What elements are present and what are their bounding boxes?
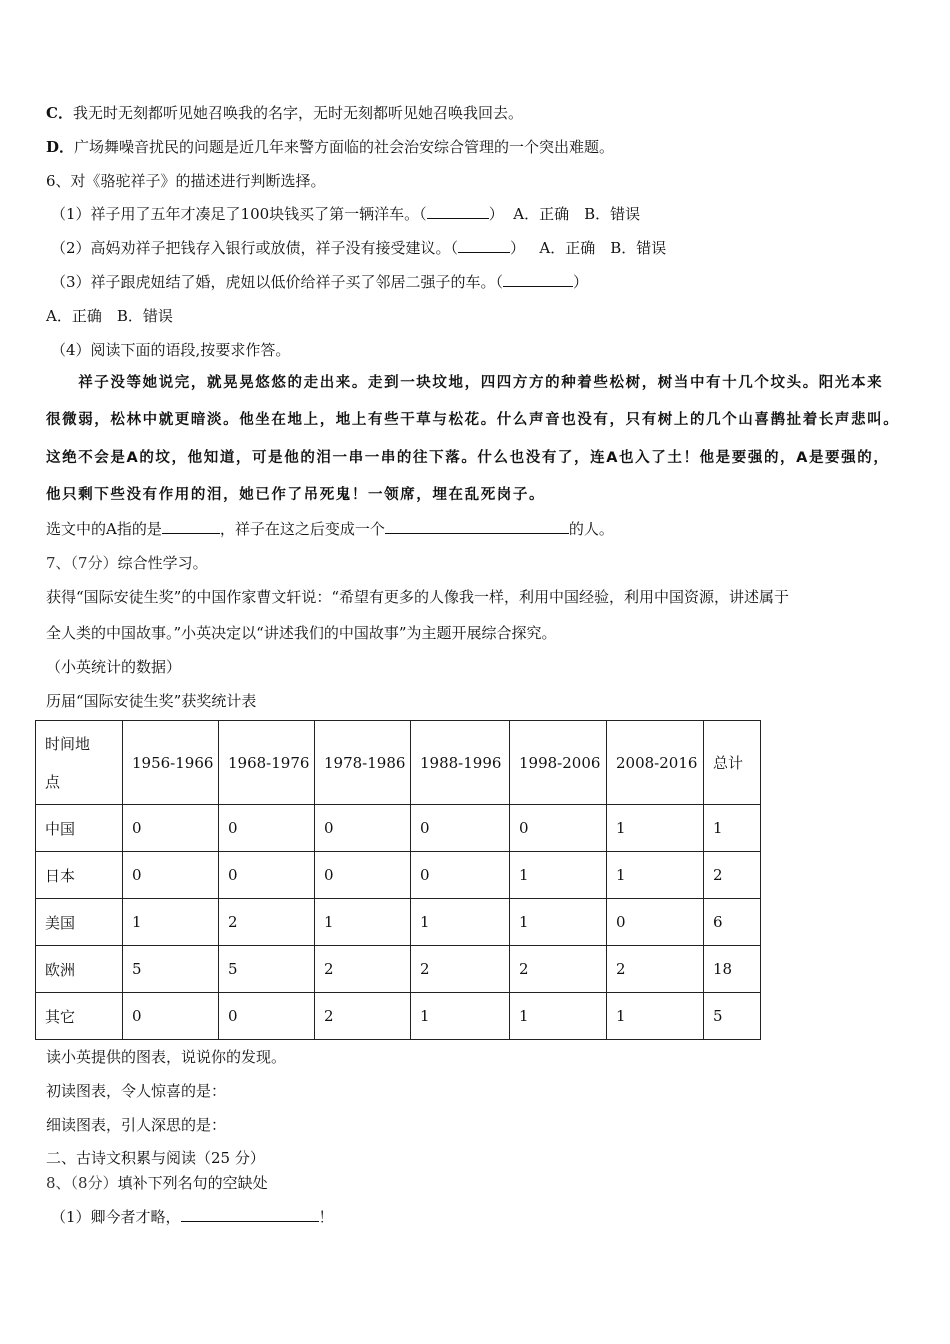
q6-4-question	[46, 519, 614, 539]
option-d-label: D．	[46, 138, 75, 156]
value-cell: 2	[607, 946, 704, 993]
value-cell: 5	[219, 946, 315, 993]
q6-item-3-close: ）	[573, 273, 589, 291]
total-cell: 6	[704, 899, 761, 946]
table-row	[36, 946, 761, 993]
header-corner-cell	[36, 721, 123, 805]
value-cell: 1	[607, 852, 704, 899]
region-cell: 美国	[36, 899, 123, 946]
total-cell: 1	[704, 805, 761, 852]
region-cell: 中国	[36, 805, 123, 852]
option-c-text: 我无时无刻都听见她召唤我的名字，无时无刻都听见她召唤我回去。	[72, 104, 523, 122]
value-cell: 1	[123, 899, 219, 946]
value-cell: 1	[510, 993, 607, 1040]
q6-item-1-text: （1）祥子用了五年才凑足了100块钱买了第一辆洋车。（	[51, 205, 427, 223]
table-row	[36, 899, 761, 946]
value-cell: 1	[411, 899, 510, 946]
q6-item-3-options: A．正确 B．错误	[46, 307, 173, 325]
passage-line-4: 他只剩下些没有作用的泪，她已作了吊死鬼！一领席，埋在乱死岗子。	[46, 487, 546, 503]
header-total: 总计	[704, 721, 761, 805]
q6-title: 6、对《骆驼祥子》的描述进行判断选择。	[46, 172, 326, 190]
region-cell: 日本	[36, 852, 123, 899]
q6-4-question-part1: 选文中的A指的是	[46, 520, 162, 538]
value-cell: 0	[123, 852, 219, 899]
q7-number: 7、（7分）	[46, 554, 118, 572]
q7-intro-line-2: 全人类的中国故事。”小英决定以“讲述我们的中国故事”为主题开展综合探究。	[46, 624, 557, 642]
option-c	[46, 103, 523, 123]
value-cell: 5	[123, 946, 219, 993]
value-cell: 0	[411, 805, 510, 852]
header-period: 2008-2016	[607, 721, 704, 805]
passage-line-3: 这绝不会是A的坟，他知道，可是他的泪一串一串的往下落。什么也没有了，连A也入了土！他是要强的，A是要强的，	[46, 450, 890, 466]
value-cell: 1	[411, 993, 510, 1040]
header-period: 1968-1976	[219, 721, 315, 805]
q6-item-2	[51, 238, 666, 258]
value-cell: 1	[315, 899, 411, 946]
value-cell: 0	[315, 852, 411, 899]
q7-title-text: 综合性学习。	[117, 554, 208, 572]
q7-first-reading: 初读图表，令人惊喜的是：	[46, 1082, 227, 1100]
header-period: 1988-1996	[411, 721, 510, 805]
header-corner-line-2: 点	[45, 772, 61, 791]
q6-item-2-text: （2）高妈劝祥子把钱存入银行或放债，祥子没有接受建议。（	[51, 239, 459, 257]
header-corner-line-1: 时间地	[45, 734, 91, 753]
q6-item-2-options: A．正确 B．错误	[539, 239, 667, 257]
table-row	[36, 993, 761, 1040]
section-2-heading: 二、古诗文积累与阅读（25 分）	[46, 1149, 265, 1167]
option-d-text: 广场舞噪音扰民的问题是近几年来警方面临的社会治安综合管理的一个突出难题。	[74, 138, 615, 156]
q6-4-question-part3: 的人。	[568, 520, 614, 538]
region-cell: 其它	[36, 993, 123, 1040]
value-cell: 0	[123, 993, 219, 1040]
total-cell: 5	[704, 993, 761, 1040]
header-period: 1978-1986	[315, 721, 411, 805]
value-cell: 0	[607, 899, 704, 946]
value-cell: 2	[315, 946, 411, 993]
table-header-row	[36, 721, 761, 805]
value-cell: 0	[219, 805, 315, 852]
q6-item-3-text: （3）祥子跟虎妞结了婚，虎妞以低价给祥子买了邻居二强子的车。（	[51, 273, 504, 291]
q8-item-1-answer-blank[interactable]	[181, 1207, 319, 1222]
passage-line-1: 祥子没等她说完，就晃晃悠悠的走出来。走到一块坟地，四四方方的种着些松树，树当中有十几个坟头。阳光本来	[46, 375, 884, 391]
header-period: 1956-1966	[123, 721, 219, 805]
value-cell: 2	[315, 993, 411, 1040]
q8-item-1-end: ！	[318, 1208, 334, 1226]
award-stats-table	[35, 720, 761, 1040]
q7-intro-line-1: 获得“国际安徒生奖”的中国作家曹文轩说：“希望有更多的人像我一样，利用中国经验，利用中国资源，讲述属于	[46, 588, 790, 606]
q8-title-text: 填补下列名句的空缺处	[117, 1174, 268, 1192]
q8-number: 8、（8分）	[46, 1174, 118, 1192]
q7-data-label: （小英统计的数据）	[46, 658, 182, 676]
q7-prompt: 读小英提供的图表，说说你的发现。	[46, 1048, 287, 1066]
header-period: 1998-2006	[510, 721, 607, 805]
value-cell: 0	[219, 852, 315, 899]
value-cell: 0	[411, 852, 510, 899]
value-cell: 1	[607, 993, 704, 1040]
q8-title	[46, 1173, 268, 1193]
option-d	[46, 137, 614, 157]
value-cell: 1	[510, 899, 607, 946]
value-cell: 0	[123, 805, 219, 852]
q6-item-1-answer-blank[interactable]	[427, 204, 489, 219]
q6-item-2-answer-blank[interactable]	[458, 238, 510, 253]
became-person-blank[interactable]	[385, 519, 569, 534]
value-cell: 0	[315, 805, 411, 852]
value-cell: 0	[510, 805, 607, 852]
total-cell: 2	[704, 852, 761, 899]
q7-second-reading: 细读图表，引人深思的是：	[46, 1116, 227, 1134]
value-cell: 2	[411, 946, 510, 993]
q6-4-question-part2: ，祥子在这之后变成一个	[219, 520, 385, 538]
a-refers-to-blank[interactable]	[162, 519, 220, 534]
value-cell: 2	[510, 946, 607, 993]
table-title: 历届“国际安徒生奖”获奖统计表	[46, 692, 257, 710]
value-cell: 2	[219, 899, 315, 946]
q6-item-1	[51, 204, 640, 224]
q6-item-3	[51, 272, 588, 292]
q6-item-1-options: A．正确 B．错误	[513, 205, 641, 223]
q6-item-3-answer-blank[interactable]	[503, 272, 573, 287]
total-cell: 18	[704, 946, 761, 993]
value-cell: 0	[219, 993, 315, 1040]
table-row	[36, 852, 761, 899]
q6-item-1-close: ）	[488, 205, 504, 223]
value-cell: 1	[510, 852, 607, 899]
region-cell: 欧洲	[36, 946, 123, 993]
q7-title	[46, 553, 208, 573]
q6-item-4: （4）阅读下面的语段,按要求作答。	[51, 341, 291, 359]
q8-item-1-text: （1）卿今者才略，	[51, 1208, 181, 1226]
q8-item-1	[51, 1207, 334, 1227]
table-row	[36, 805, 761, 852]
passage-line-2: 很微弱，松林中就更暗淡。他坐在地上，地上有些干草与松花。什么声音也没有，只有树上的几个山喜鹊扯着长声悲叫。	[46, 412, 900, 428]
q6-item-2-close: ）	[510, 239, 526, 257]
option-c-label: C．	[46, 104, 73, 122]
value-cell: 1	[607, 805, 704, 852]
